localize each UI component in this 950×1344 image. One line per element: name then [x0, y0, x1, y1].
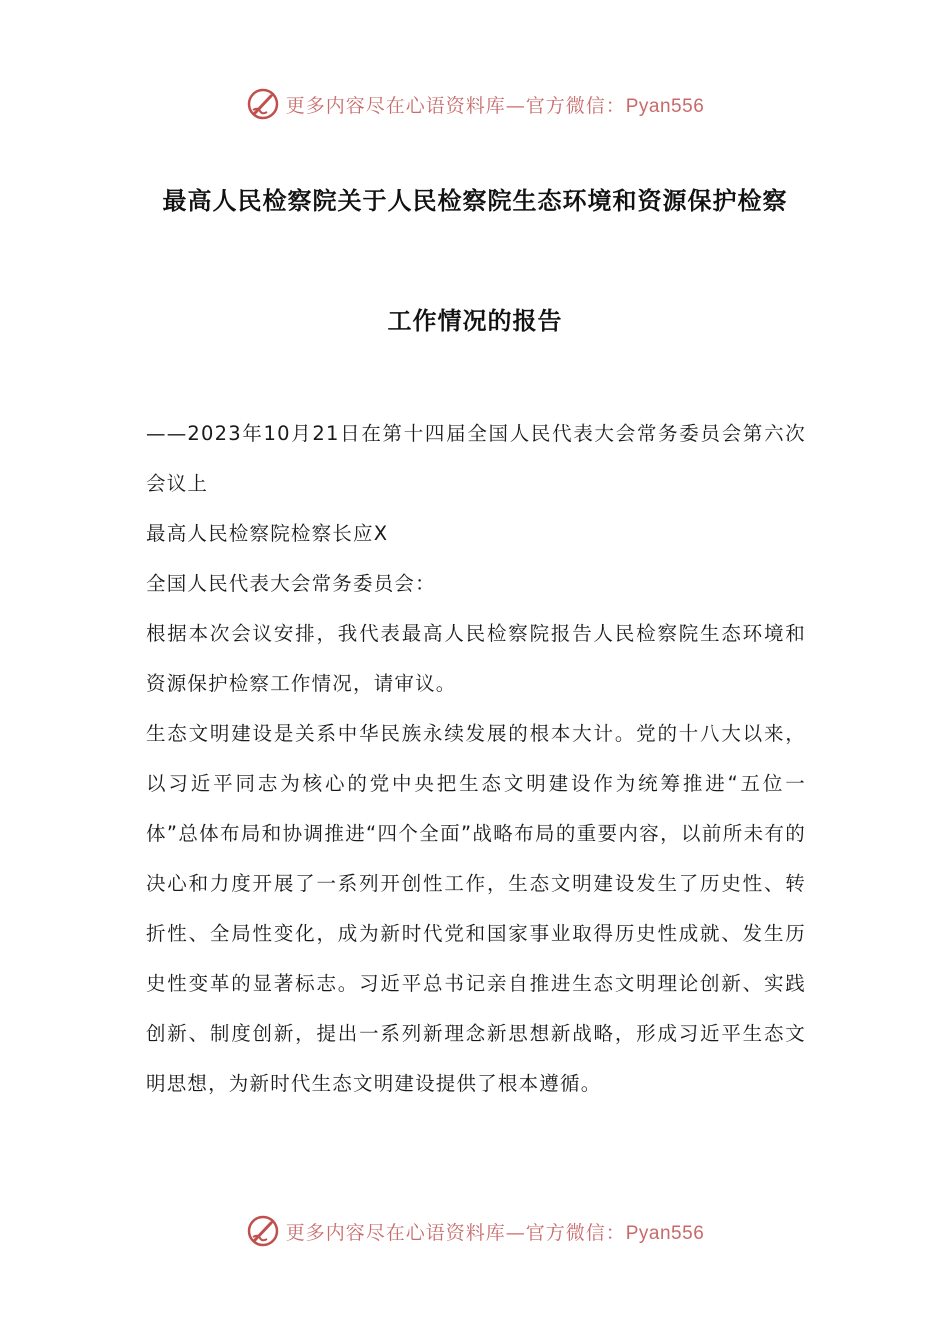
- watermark-label: 官方微信：: [525, 94, 626, 117]
- watermark-text: [286, 1218, 705, 1245]
- main-paragraph: 生态文明建设是关系中华民族永续发展的根本大计。党的十八大以来，以习近平同志为核心的党中央把生态文明建设作为统筹推进“五位一体”总体布局和协调推进“四个全面”战略布局的重要内容，以前所未有的决心和力度开展了一系列开创性工作，生态文明建设发生了历史性、转折性、全局性变化，成为新时代党和国家事业取得历史性成就、发生历史性变革的显著标志。习近平总书记亲自推进生态文明理论创新、实践创新、制度创新，提出一系列新理念新思想新战略，形成习近平生态文明思想，为新时代生态文明建设提供了根本遵循。: [146, 722, 806, 1095]
- watermark-id: Pyan556: [625, 1222, 705, 1244]
- intro-paragraph: 根据本次会议安排，我代表最高人民检察院报告人民检察院生态环境和资源保护检察工作情况，请审议。: [146, 622, 806, 695]
- watermark-brand: 更多内容尽在心语资料库: [285, 1221, 506, 1244]
- salutation-paragraph: 全国人民代表大会常务委员会：: [146, 572, 436, 595]
- document-title-line-1: 最高人民检察院关于人民检察院生态环境和资源保护检察: [162, 187, 788, 215]
- dateline-paragraph: ——2023年10月21日在第十四届全国人民代表大会常务委员会第六次会议上: [146, 422, 806, 495]
- pen-logo-icon: [246, 87, 280, 121]
- watermark-text: [286, 91, 705, 118]
- document-title-line-2: 工作情况的报告: [387, 307, 563, 335]
- watermark-label: 官方微信：: [525, 1221, 626, 1244]
- author-paragraph: 最高人民检察院检察长应X: [146, 522, 389, 545]
- watermark-dash: —: [505, 1221, 526, 1244]
- document-body: [146, 409, 806, 1109]
- watermark-id: Pyan556: [625, 95, 705, 117]
- watermark-dash: —: [505, 94, 526, 117]
- header-watermark: [0, 84, 950, 124]
- footer-watermark: [0, 1211, 950, 1251]
- watermark-brand: 更多内容尽在心语资料库: [285, 94, 506, 117]
- pen-logo-icon: [246, 1214, 280, 1248]
